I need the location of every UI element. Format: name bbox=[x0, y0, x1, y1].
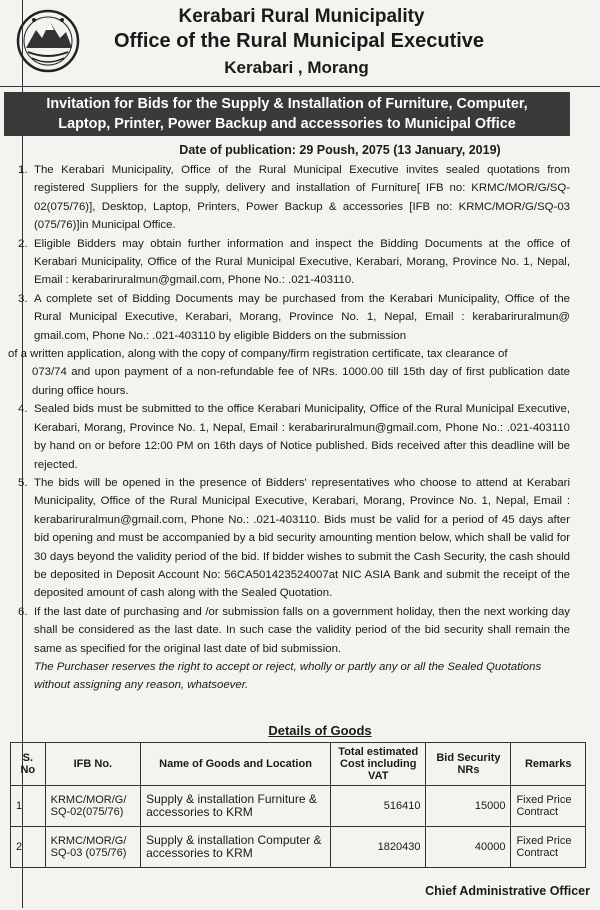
cell-security: 40000 bbox=[426, 827, 511, 868]
clause-text: A complete set of Bidding Documents may be purchased from the Kerabari Municipality, Office of the Rural Municipal Executive, Kerabari, Morang, Province No. 1, Nepal, Email : kerabariruralmun@ gmail.com, Phone No.: .021-403110 by eligible Bidders on the submission bbox=[34, 292, 570, 342]
clause-number: 5. bbox=[18, 476, 28, 489]
goods-table-title: Details of Goods bbox=[268, 723, 372, 738]
clause-text: The Kerabari Municipality, Office of the Rural Municipal Executive invites sealed quotations from registered Suppliers for the supply, delivery and installation of Furniture[ IFB no: KRMC/MOR/G/SQ-02(075/76)], Desktop, Laptop, Printers, Power Backup & accessories [IFB no: KRMC/MOR/G/SQ-03 (075/76)]in Municipal Office. bbox=[34, 164, 570, 232]
table-header-row bbox=[11, 743, 586, 786]
clause-3-continuation-rest: 073/74 and upon payment of a non-refundable fee of NRs. 1000.00 till 15th day of first publication date during office hours. bbox=[32, 366, 570, 397]
signatory-title: Chief Administrative Officer bbox=[425, 884, 590, 898]
office-location: Kerabari , Morang bbox=[224, 58, 369, 77]
clause-1 bbox=[10, 161, 570, 235]
banner-line-1: Invitation for Bids for the Supply & Installation of Furniture, Computer, bbox=[46, 96, 528, 112]
clause-6 bbox=[10, 603, 570, 658]
col-header-name: Name of Goods and Location bbox=[141, 743, 331, 786]
cell-cost: 516410 bbox=[331, 786, 426, 827]
clause-3-continuation-first: of a written application, along with the copy of company/firm registration certificate, tax clearance of bbox=[8, 348, 508, 361]
clause-5 bbox=[10, 474, 570, 603]
clause-number: 4. bbox=[18, 403, 28, 416]
col-header-sn: S. No bbox=[11, 743, 46, 786]
publication-date: Date of publication: 29 Poush, 2075 (13 January, 2019) bbox=[179, 143, 501, 157]
clause-number: 6. bbox=[18, 605, 28, 618]
cell-name: Supply & installation Computer & accessories to KRM bbox=[141, 827, 331, 868]
clause-text: Eligible Bidders may obtain further information and inspect the Bidding Documents at the office of Kerabari Municipality, Office of the Rural Municipal Executive, Kerabari, Morang, Province No. 1, Nepal, Email : kerabariruralmun@gmail.com, Phone No.: .021-403110. bbox=[34, 237, 570, 287]
clause-text: Sealed bids must be submitted to the office Kerabari Municipality, Office of the Rural Municipal Executive, Kerabari, Morang, Province No. 1, Nepal, Email : kerabariruralmun@gmail.com, Phone No.: .021-403110 by hand on or before 12:00 PM on 16th days of Notice published. Bids received after this deadline will be rejected. bbox=[34, 403, 570, 471]
notice-title-banner bbox=[4, 92, 570, 136]
cell-cost: 1820430 bbox=[331, 827, 426, 868]
clause-3 bbox=[10, 290, 570, 345]
table-row bbox=[11, 786, 586, 827]
table-row bbox=[11, 827, 586, 868]
col-header-remarks: Remarks bbox=[511, 743, 586, 786]
clause-4 bbox=[10, 400, 570, 474]
goods-table bbox=[10, 742, 586, 868]
col-header-security: Bid Security NRs bbox=[426, 743, 511, 786]
office-name: Office of the Rural Municipal Executive bbox=[113, 30, 485, 52]
cell-remarks: Fixed Price Contract bbox=[511, 827, 586, 868]
cell-sn: 1 bbox=[11, 786, 46, 827]
clause-number: 1. bbox=[18, 164, 28, 176]
cell-sn: 2 bbox=[11, 827, 46, 868]
clause-3-continuation bbox=[8, 345, 570, 400]
clause-2 bbox=[10, 235, 570, 290]
clause-number: 3. bbox=[18, 292, 28, 305]
cell-remarks: Fixed Price Contract bbox=[511, 786, 586, 827]
col-header-cost: Total estimated Cost including VAT bbox=[331, 743, 426, 786]
clause-text: The bids will be opened in the presence of Bidders' representatives who choose to attend at Kerabari Municipality, Office of the Rural Municipal Executive, Kerabari, Morang, Province No. 1, Nepal, Email : kerabariruralmun@gmail.com, Phone No.: .021-403110. Bids must be valid for a period of 45 days after bid opening and must be accompanied by a bid security amounting mention below, which shall be valid for 30 days beyond the validity period of the bid. If bidder wishes to submit the Cash Security, the cash should be deposited in Deposit Account No: 56CA501423524007at NIC ASIA Bank and submit the receipt of the deposited amount of cash along with the Sealed Quotation. bbox=[34, 476, 570, 600]
cell-security: 15000 bbox=[426, 786, 511, 827]
notice-header bbox=[0, 0, 600, 87]
purchaser-note: The Purchaser reserves the right to accept or reject, wholly or partly any or all the Sealed Quotations without assigning any reason, whatsoever. bbox=[34, 660, 542, 692]
banner-line-2: Laptop, Printer, Power Backup and accessories to Municipal Office bbox=[58, 116, 516, 132]
cell-ifb: KRMC/MOR/G/ SQ-02(075/76) bbox=[45, 786, 140, 827]
cell-name: Supply & installation Furniture & accessories to KRM bbox=[141, 786, 331, 827]
notice-body bbox=[10, 161, 570, 695]
clause-number: 2. bbox=[18, 237, 28, 250]
cell-ifb: KRMC/MOR/G/ SQ-03 (075/76) bbox=[45, 827, 140, 868]
municipality-name: Kerabari Rural Municipality bbox=[178, 6, 425, 27]
clause-text: If the last date of purchasing and /or submission falls on a government holiday, then the next working day shall be considered as the last date. In such case the validity period of the bid security shall remain the same as specified for the original last date of bid submission. bbox=[34, 605, 570, 655]
col-header-ifb: IFB No. bbox=[45, 743, 140, 786]
